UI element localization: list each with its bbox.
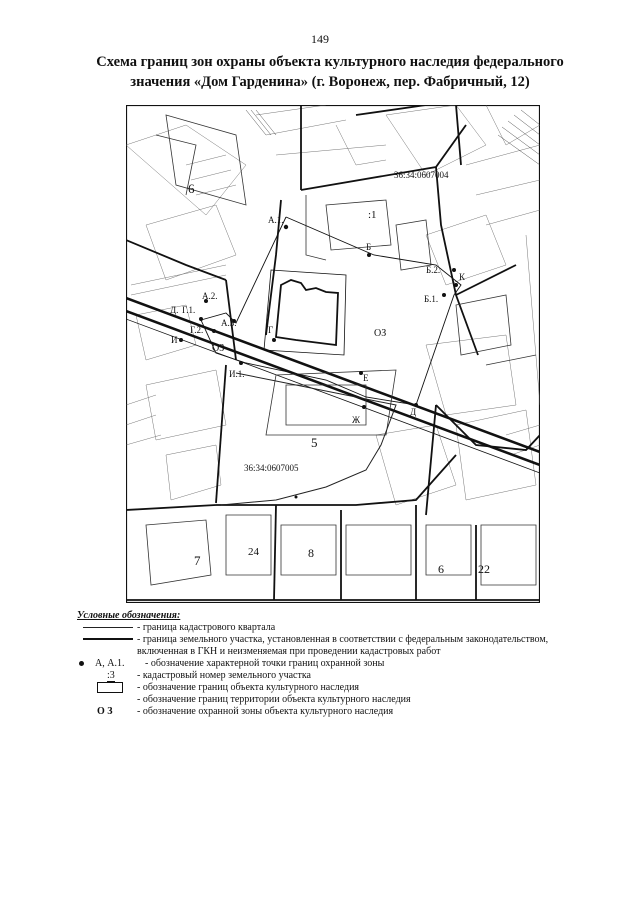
- point-label-g1: Г.1.: [182, 305, 196, 315]
- point-label-d: Д.: [170, 305, 179, 315]
- parcel-number: 6: [438, 562, 444, 576]
- point-label-b2: Б.2.: [426, 265, 441, 275]
- title-line-2: значения «Дом Гарденина» (г. Воронеж, пер. Фабричный, 12): [130, 74, 530, 90]
- point-i1: [239, 361, 243, 365]
- point-label-b1: Б.1.: [424, 294, 439, 304]
- point-g2: [212, 329, 216, 333]
- point-label-i1: И.1.: [229, 369, 245, 379]
- point-g1: [199, 317, 203, 321]
- point-label-e: Е: [363, 373, 369, 383]
- point-zh: [362, 405, 366, 409]
- cadastral-map: [126, 105, 540, 603]
- parcel-number: :1: [368, 209, 377, 221]
- legend-item: :3 - кадастровый номер земельного участка: [107, 670, 311, 681]
- quarter-label-top: 36:34:0607004: [394, 170, 449, 180]
- point-symbol-icon: [79, 661, 84, 666]
- legend-item: - обозначение границ объекта культурного наследия: [75, 682, 595, 694]
- parcel-number: 22: [478, 562, 490, 576]
- point-label-i: И: [171, 335, 178, 345]
- point-b2: [452, 268, 456, 272]
- legend-item: О З - обозначение охранной зоны объекта культурного наследия: [97, 706, 394, 717]
- parcel-number: 7: [194, 553, 201, 568]
- point-i: [179, 338, 183, 342]
- legend-heading: Условные обозначения:: [77, 610, 181, 621]
- point-b1: [442, 293, 446, 297]
- point-label-zh: Ж: [352, 415, 361, 425]
- legend: [75, 610, 595, 718]
- point-label-a3: А.3.: [221, 318, 237, 328]
- point-k: [454, 283, 458, 287]
- point-label-b: Б: [366, 242, 372, 252]
- page-number: 149: [311, 32, 329, 46]
- point-b: [367, 253, 371, 257]
- legend-item: - граница кадастрового квартала: [75, 622, 595, 634]
- parcel-number: 6: [188, 181, 195, 196]
- point-label-k: К: [459, 272, 466, 282]
- point-label-d2: Д: [410, 407, 417, 417]
- point-label-a1: А.1.: [268, 215, 284, 225]
- title-line-1: Схема границ зон охраны объекта культурного наследия федерального: [96, 54, 564, 70]
- parcel-number: 24: [248, 546, 259, 558]
- point-a1: [284, 225, 288, 229]
- heritage-box-symbol: [97, 682, 123, 693]
- quarter-label-bottom: 36:34:0607005: [244, 463, 299, 473]
- parcel-number: 8: [308, 546, 314, 560]
- quarter-line-symbol: [83, 627, 133, 628]
- legend-item: А, А.1. - обозначение характерной точки границ охранной зоны: [75, 658, 595, 670]
- legend-item: - граница земельного участка, установленная в соответствии с федеральным законодательством, включенная в ГКН и неизменяемая при проведении кадастровых работ: [75, 634, 595, 658]
- parcel-number: 5: [311, 435, 318, 450]
- point-g: [272, 338, 276, 342]
- page-title: [60, 52, 600, 92]
- zone-label-left: ОЗ: [212, 343, 225, 354]
- point-label-g: Г: [268, 325, 274, 335]
- point-label-a2: А.2.: [202, 291, 218, 301]
- zone-label-right: ОЗ: [374, 328, 387, 339]
- point-small-a: [295, 496, 298, 499]
- parcel-line-symbol: [83, 638, 133, 640]
- point-label-g2: Г.2.: [190, 325, 204, 335]
- legend-item: - обозначение границ территории объекта культурного наследия: [137, 694, 411, 705]
